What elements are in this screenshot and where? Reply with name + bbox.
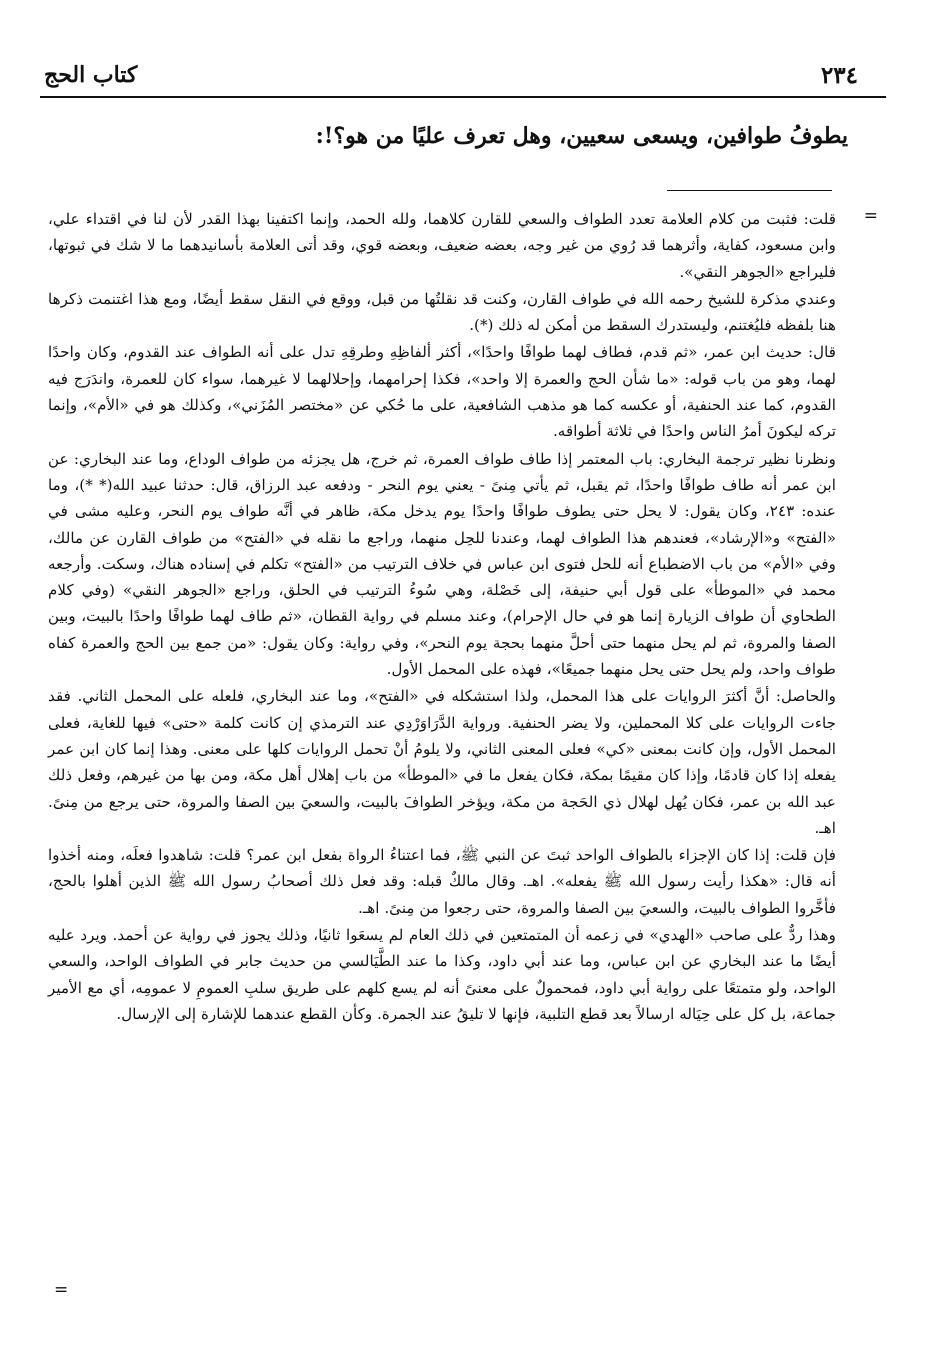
- footnote-paragraph: والحاصل: أنَّ أكثرَ الروايات على هذا المحمل، ولذا استشكله في «الفتح»، وما عند البخاري، فلعله على المحمل الثاني. فقد جاءت الروايات على كلا المحملين، ولا يضر الحنفية. ورواية الدَّرَاوَرْدِي عند الترمذي إن كانت كلمة «حتى» فيها للغاية، فعلى المحمل الأول، وإن كانت بمعنى «كي» فعلى المعنى الثاني، ولا يلومُ أنْ تحمل الروايات كلها على معنى. وهذا إنما كان ابن عمر يفعله إذا كان قادمًا، وإذا كان مقيمًا بمكة، فكان يفعل ما في «الموطأ» من باب إهلال أهل مكة، ومن بها من غيرهم، وفعل ذلك عبد الله بن عمر، فكان يُهل لهلال ذي الحَجة من مكة، ويؤخر الطوافَ بالبيت، والسعيَ بين الصفا والمروة، حتى يرجع من مِنىً. اهـ.: [48, 687, 836, 837]
- page-header: [40, 60, 886, 94]
- footnote-paragraph: ونظرنا نظير ترجمة البخاري: باب المعتمر إذا طاف طواف العمرة، ثم خرج، هل يجزئه من طواف الوداع، وما عند البخاري: عن ابن عمر أنه طاف طوافًا واحدًا، ثم يقبل، ثم يأتي مِنىً - يعني يوم النحر - ودفعه عبد الرزاق، قال: حدثنا عبيد الله(* *)، وما عنده: ٢٤٣، وكان يقول: لا يحل حتى يطوف طوافًا واحدًا يوم يدخل مكة، ظاهر في أنَّه طواف يوم النحر، وعليه مشى في «الفتح» و«الإرشاد»، فعندهم هذا الطواف لهما، وعندنا للحِل منهما، وراجع ما نقله في «الفتح» من طواف القارن عن مالك، وفي «الأم» من باب الاضطباع أنه للحل فتوى ابن عباس في خلاف الترتيب من «الفتح» تكلم في إسناده هناك، وسكت. وأرجعه محمد في «الموطأ» على قول أبي حنيفة، إلى خَصْلة، وهي سُوءُ الترتيب في الحلق، وراجع «الجوهر النقي» (وفي كلام الطحاوي أن طواف الزيارة إنما هو في حال الإحرام)، وعند مسلم في رواية القطان، «ثم طاف لهما طوافًا واحدًا بالبيت، وبين الصفا والمروة، ثم لم يحل منهما حتى أحلَّ منهما بحجة يوم النحر»، وفي رواية: وكان يقول: «من جمع بين الحج والعمرة كفاه طواف واحد، ولم يحل حتى يحل منهما جميعًا»، فهذه على المحمل الأول.: [48, 449, 836, 679]
- footnote-paragraph: فإن قلت: إذا كان الإجزاء بالطواف الواحد ثبتَ عن النبي ﷺ، فما اعتناءُ الرواة بفعل ابن عمر؟ قلت: شاهدوا فعلَه، ومنه أخذوا أنه قال: «هكذا رأيت رسول الله ﷺ يفعله». اهـ. وقال مالكٌ قبله: وقد فعل ذلك أصحابُ رسول الله ﷺ الذين أهلوا بالحج، فأخَّروا الطواف بالبيت، والسعيَ بين الصفا والمروة، حتى رجعوا من مِنىً. اهـ.: [48, 846, 836, 917]
- running-title: كتاب الحج: [44, 62, 138, 88]
- footnote-paragraph: وعندي مذكرة للشيخ رحمه الله في طواف القارن، وكنت قد نقلتُها من قبل، ووقع في النقل سقط أيضًا، ومع هذا اغتنمت ذكرها هنا بلفظه فليُغتنم، وليستدرك السقط من أمكن له ذلك (*).: [48, 289, 836, 335]
- footnote-paragraph: قال: حديث ابن عمر، «ثم قدم، فطاف لهما طوافًا واحدًا»، أكثر ألفاظِهِ وطرقِهِ تدل على أنه الطواف عند القدوم، وكان واحدًا لهما، وهو من باب قوله: «ما شأن الحج والعمرة إلا واحد»، فكذا إحرامهما، وإحلالهما لا غيرهما، سواء كان للعمرة، واندَرَج فيه القدوم، كما عند الحنفية، أو عكسه كما هو مذهب الشافعية، على ما حُكي عن «مختصر المُزَني»، وكذلك هو في «الأم»، وإنما تركه ليكونَ أمرُ الناس واحدًا في ثلاثة أطواقه.: [48, 343, 836, 441]
- footnote-continuation-mark: =: [863, 206, 878, 226]
- page-number: ٢٣٤: [820, 62, 858, 89]
- header-rule: [40, 96, 886, 98]
- main-text: يطوفُ طوافين، ويسعى سعيين، وهل تعرف عليًا من هو؟!:: [315, 123, 848, 149]
- footnote-paragraph: وهذا ردٌّ على صاحب «الهدي» في زعمه أن المتمتعين في ذلك العام لم يسعَوا ثانيًا، وذلك يجوز في رواية عن أحمد. ويرد عليه أيضًا ما عند البخاري عن ابن عباس، وما عند أبي داود، وكذا ما عند الطَّيَالسي من حديث جابر في الطواف الواحد، والسعي الواحد، ولو متمتعًا على رواية أبي داود، فمحمولٌ على معنىً أنه لم يسع كلهم على طريق سلبِ العمومِ لا عمومِه، أي مع الأمير جماعة، بل كل على حِيَاله ارسالاً بعد قطع التلبية، فإنها لا تليقُ عند الجمرة. وكأن القطع عندهما للإشارة إلى الإرسال.: [48, 926, 836, 1023]
- footnote-paragraph: قلت: فثبت من كلام العلامة تعدد الطواف والسعي للقارن كلاهما، ولله الحمد، وإنما اكتفينا بهذا القدر لأن لنا في اقتداء علي، وابن مسعود، كفاية، وأثرهما قد رُوي من غير وجه، بعضه ضعيف، وبعضه قوي، وقد أتى العلامة بأسانيدهما ما لا شك في ثبوتها، فليراجع «الجوهر النقي».: [48, 210, 836, 281]
- footnote-continuation-mark-end: =: [54, 1280, 69, 1300]
- footnote-separator: [667, 190, 832, 191]
- footnotes: [48, 206, 836, 1028]
